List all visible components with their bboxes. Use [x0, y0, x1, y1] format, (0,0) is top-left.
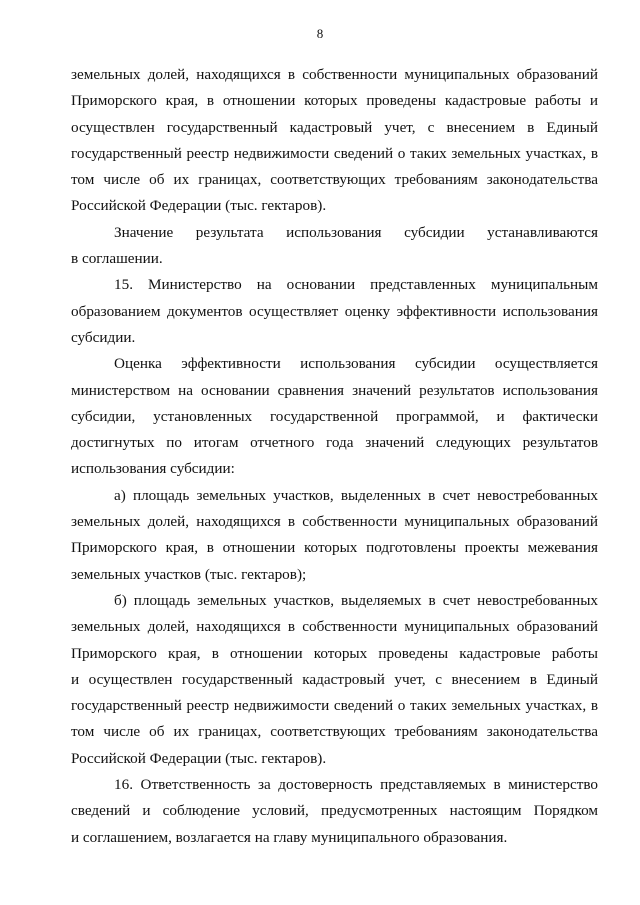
paragraph-line: том числе об их границах, соответствующих требованиям законодательства — [71, 171, 598, 189]
paragraph-line: Значение результата использования субсидии устанавливаются — [114, 223, 598, 241]
paragraph-line: Приморского края, в отношении которых проведены кадастровые работы и — [71, 92, 598, 110]
paragraph-line: Приморского края, в отношении которых проведены кадастровые работы — [71, 644, 598, 662]
paragraph-line: земельных участков (тыс. гектаров); — [71, 565, 307, 583]
page-number: 8 — [316, 26, 324, 41]
paragraph-line: Оценка эффективности использования субсидии осуществляется — [114, 355, 598, 373]
paragraph-line: достигнутых по итогам отчетного года значений следующих результатов — [71, 434, 598, 452]
paragraph-line: том числе об их границах, соответствующих требованиям законодательства — [71, 723, 598, 741]
paragraph-line: сведений и соблюдение условий, предусмотренных настоящим Порядком — [71, 802, 598, 820]
paragraph-line: земельных долей, находящихся в собственности муниципальных образований — [71, 618, 598, 636]
paragraph-line: 15. Министерство на основании представленных муниципальным — [114, 276, 598, 294]
paragraph-line: осуществлен государственный кадастровый учет, с внесением в Единый — [71, 118, 598, 136]
paragraph-line: использования субсидии: — [71, 460, 235, 478]
paragraph-line: Российской Федерации (тыс. гектаров). — [71, 749, 327, 767]
document-body — [71, 62, 598, 851]
paragraph-line: а) площадь земельных участков, выделенных в счет невостребованных — [114, 486, 598, 504]
paragraph-line: б) площадь земельных участков, выделяемых в счет невостребованных — [114, 591, 598, 609]
paragraph-line: Российской Федерации (тыс. гектаров). — [71, 197, 327, 215]
paragraph-line: 16. Ответственность за достоверность представляемых в министерство — [114, 776, 598, 794]
paragraph-line: субсидии, установленных государственной программой, и фактически — [71, 407, 598, 425]
paragraph-line: и соглашением, возлагается на главу муниципального образования. — [71, 828, 508, 846]
paragraph-line: в соглашении. — [71, 250, 163, 268]
paragraph-line: земельных долей, находящихся в собственности муниципальных образований — [71, 513, 598, 531]
paragraph-line: государственный реестр недвижимости сведений о таких земельных участках, в — [71, 697, 598, 715]
paragraph-line: государственный реестр недвижимости сведений о таких земельных участках, в — [71, 144, 598, 162]
paragraph-line: субсидии. — [71, 328, 136, 346]
paragraph-line: образованием документов осуществляет оценку эффективности использования — [71, 302, 598, 320]
paragraph-line: министерством на основании сравнения значений результатов использования — [71, 381, 598, 399]
paragraph-line: и осуществлен государственный кадастровый учет, с внесением в Единый — [71, 670, 598, 688]
paragraph-line: земельных долей, находящихся в собственности муниципальных образований — [71, 66, 598, 83]
paragraph-line: Приморского края, в отношении которых подготовлены проекты межевания — [71, 539, 598, 557]
